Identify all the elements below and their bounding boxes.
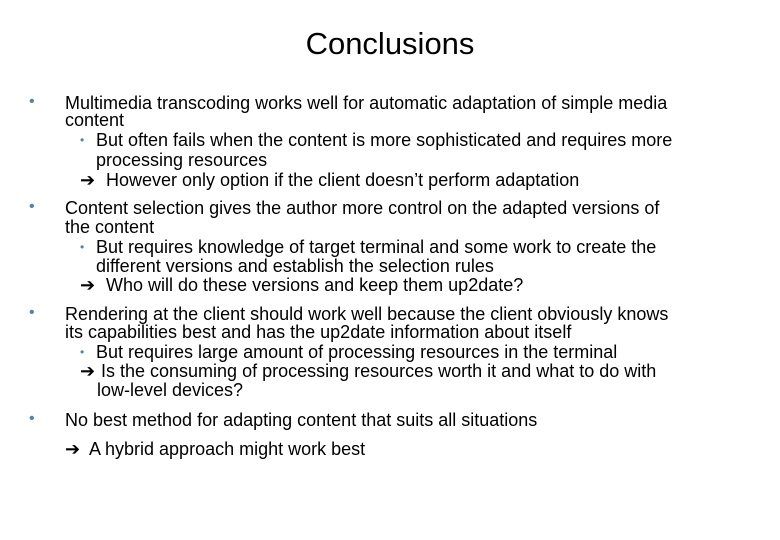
point-1-sub-line-1: But often fails when the content is more sophisticated and requires more: [96, 130, 673, 150]
point-3-arrow-line-1: Is the consuming of processing resources worth it and what to do with: [101, 361, 657, 381]
point-3-line-1: Rendering at the client should work well because the client obviously knows: [65, 304, 669, 324]
point-1-arrow-text: However only option if the client doesn’t perform adaptation: [106, 170, 580, 190]
sub-bullet-2: •: [80, 240, 85, 254]
point-2-sub-line-2: different versions and establish the selection rules: [96, 256, 494, 276]
arrow-icon: ➔: [80, 170, 96, 190]
bullet-point-1: •: [29, 93, 35, 110]
slide-title: Conclusions: [305, 26, 475, 61]
bullet-point-3: •: [29, 304, 35, 321]
bullet-point-4: •: [29, 410, 35, 427]
point-1-line-1: Multimedia transcoding works well for automatic adaptation of simple media: [65, 93, 668, 113]
point-4-line-1: No best method for adapting content that suits all situations: [65, 410, 538, 430]
point-2-line-2: the content: [65, 217, 155, 237]
point-1-sub-line-2: processing resources: [96, 150, 268, 170]
sub-bullet-1: •: [80, 133, 85, 147]
point-4-arrow-text: A hybrid approach might work best: [89, 439, 366, 459]
arrow-icon: ➔: [80, 361, 96, 381]
point-3-sub-line-1: But requires large amount of processing resources in the terminal: [96, 342, 618, 362]
bullet-point-2: •: [29, 198, 35, 215]
point-2-line-1: Content selection gives the author more control on the adapted versions of: [65, 198, 660, 218]
point-3-arrow-line-2: low-level devices?: [97, 380, 244, 400]
point-3-line-2: its capabilities best and has the up2date information about itself: [65, 322, 572, 342]
point-1-line-2: content: [65, 110, 125, 130]
arrow-icon: ➔: [65, 439, 81, 459]
sub-bullet-3: •: [80, 345, 85, 359]
arrow-icon: ➔: [80, 275, 96, 295]
point-2-arrow-text: Who will do these versions and keep them up2date?: [106, 275, 524, 295]
point-2-sub-line-1: But requires knowledge of target terminal and some work to create the: [96, 237, 657, 257]
